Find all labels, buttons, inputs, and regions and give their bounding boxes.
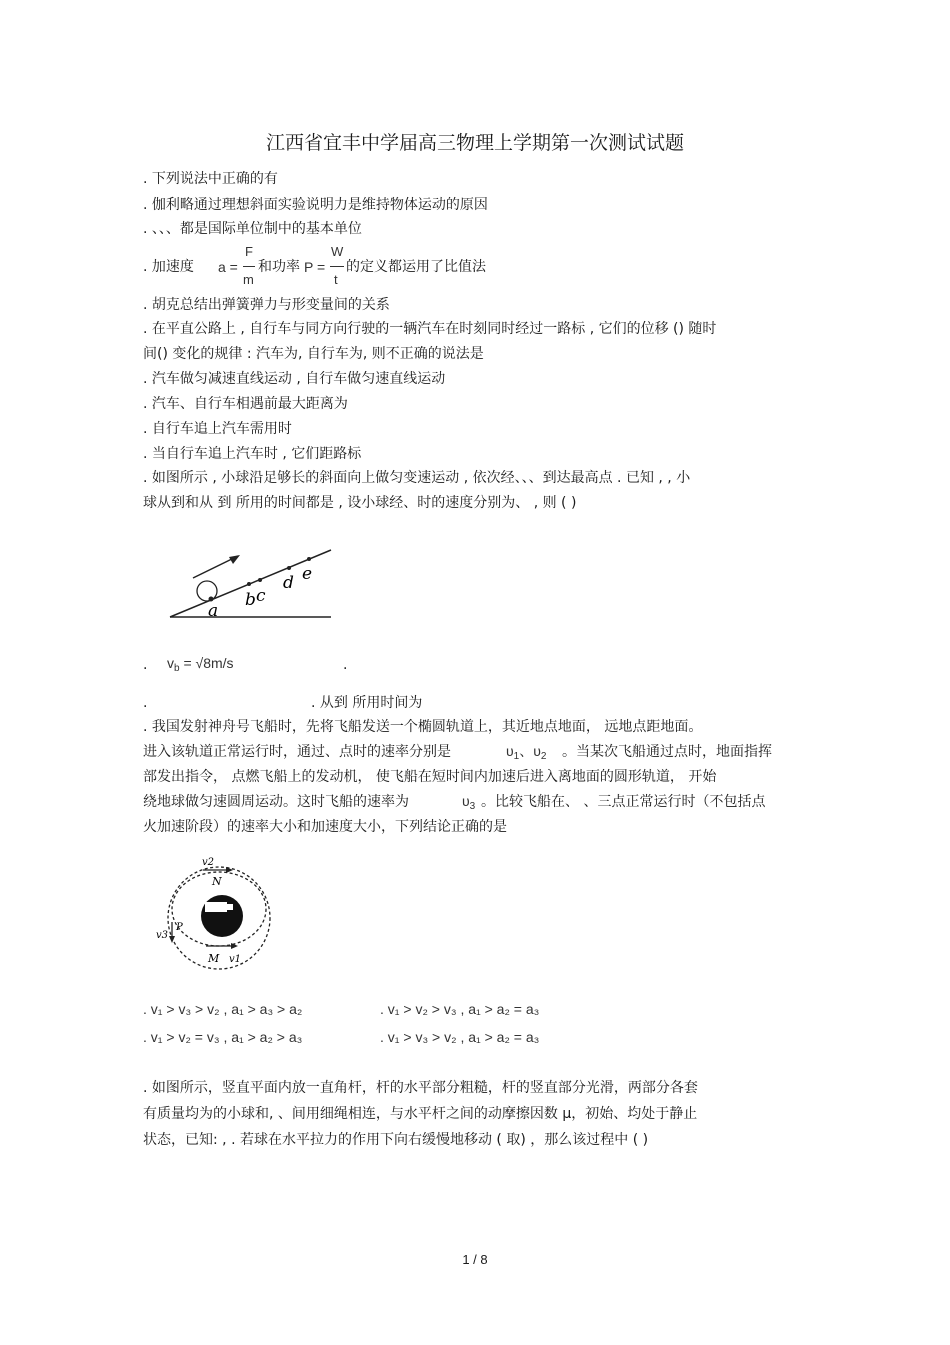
q4-option-b: . v₁ > v₂ > v₃ , a₁ > a₂ = a₃ [380,1001,540,1017]
q4-v3: $\upsilon_3$ [462,793,476,812]
page-title: 江西省宜丰中学届高三物理上学期第一次测试试题 [265,132,684,154]
q2-stem-line2: 间() 变化的规律 : 汽车为, 自行车为, 则不正确的说法是 [143,346,484,362]
q1-frac-w-num: W [331,244,344,259]
incline-label-b: b [245,590,256,610]
orbit-label-v2: v2 [202,857,215,868]
orbit-label-v1: v1 [229,954,242,965]
q2-option-c: . 自行车追上汽车需用时 [143,421,292,437]
orbit-label-n: N [212,875,222,888]
orbit-label-v3: v3 [156,930,169,941]
q1-option-a: . 伽利略通过理想斜面实验说明力是维持物体运动的原因 [143,197,488,213]
q5-line3: 状态，已知: , . 若球在水平拉力的作用下向右缓慢地移动 ( 取) ，那么该过程中 ( ) [143,1132,649,1148]
q3-option-a-formula: $v_b = √8m/s$ [167,655,234,674]
q4-line2: 进入该轨道正常运行时，通过、点时的速率分别是 [143,744,451,760]
page-number: 1 / 8 [462,1252,488,1267]
q1-option-d: . 胡克总结出弹簧弹力与形变量间的关系 [143,297,390,313]
incline-label-a: a [208,601,219,621]
q1-option-c-prefix: . 加速度 [143,259,194,275]
q2-stem-line1: . 在平直公路上 , 自行车与同方向行驶的一辆汽车在时刻同时经过一路标 , 它们的位移 () 随时 [143,321,717,337]
q1-power-eq: P = [304,259,326,275]
orbit-label-m: M [208,952,220,965]
q5-line1: . 如图所示，竖直平面内放一直角杆，杆的水平部分粗糙，杆的竖直部分光滑，两部分各套 [143,1080,698,1096]
incline-label-e: e [302,564,313,584]
q4-option-d: . v₁ > v₃ > v₂ , a₁ > a₂ = a₃ [380,1029,540,1045]
q1-frac-f-num: F [245,244,253,259]
q3-stem-line1: . 如图所示 , 小球沿足够长的斜面向上做匀变速运动 , 依次经、、、到达最高点 . 已知 , , 小 [143,470,691,486]
q3-option-b-dot: . [343,657,348,673]
q2-option-a: . 汽车做匀减速直线运动 , 自行车做匀速直线运动 [143,371,446,387]
incline-label-c: c [256,586,266,606]
q3-option-d: . 从到 所用时间为 [311,695,423,711]
q4-line4-tail: 。比较飞船在、 、三点正常运行时（不包括点 [481,794,766,810]
q4-line1: . 我国发射神舟号飞船时，先将飞船发送一个椭圆轨道上，其近地点地面， 远地点距地面。 [143,719,703,735]
q4-line2-tail: 。当某次飞船通过点时，地面指挥 [562,744,772,760]
incline-label-d: d [283,573,294,593]
q2-option-b: . 汽车、自行车相遇前最大距离为 [143,396,348,412]
q4-line3: 部发出指令， 点燃飞船上的发动机， 使飞船在短时间内加速后进入离地面的圆形轨道， 开始 [143,769,717,785]
q1-accel-eq: a = [218,259,238,275]
q1-option-b: . 、、、都是国际单位制中的基本单位 [143,221,362,237]
orbit-label-p: P [176,922,183,933]
q3-option-a-dot: . [143,657,148,673]
q3-option-c-dot: . [143,695,148,711]
q1-frac-f-den: m [243,272,254,287]
q4-option-c: . v₁ > v₂ = v₃ , a₁ > a₂ > a₃ [143,1029,303,1045]
q4-v1-v2: $\upsilon_1$、$\upsilon_2$ [506,743,547,762]
q4-line4: 绕地球做匀速圆周运动。这时飞船的速率为 [143,794,409,810]
q5-line2: 有质量均为的小球和, 、间用细绳相连，与水平杆之间的动摩擦因数 μ，初始、均处于静止 [143,1106,698,1122]
q1-frac-w-den: t [334,272,338,287]
q1-stem: . 下列说法中正确的有 [143,171,278,187]
q3-stem-line2: 球从到和从 到 所用的时间都是 , 设小球经、时的速度分别为、 , 则 ( ) [143,495,577,511]
q4-option-a: . v₁ > v₃ > v₂ , a₁ > a₃ > a₂ [143,1001,303,1017]
q1-option-c-mid: 和功率 [258,259,300,275]
q4-line5: 火加速阶段）的速率大小和加速度大小，下列结论正确的是 [143,819,507,835]
q2-option-d: . 当自行车追上汽车时 , 它们距路标 [143,446,362,462]
q1-option-c-suffix: 的定义都运用了比值法 [346,259,486,275]
